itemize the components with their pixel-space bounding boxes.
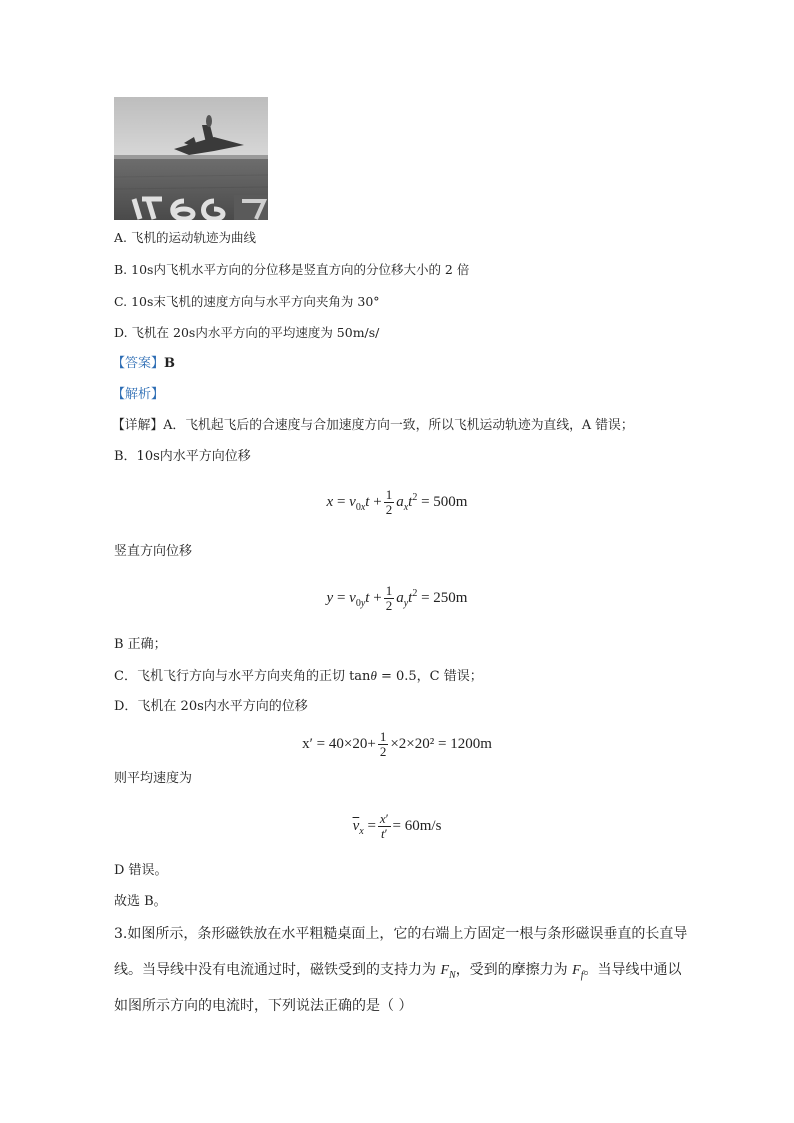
answer-line (112, 355, 175, 373)
question3-line2-post: 。当导线中通以 (583, 962, 682, 978)
option-b: B. 10s内飞机水平方向的分位移是竖直方向的分位移大小的 2 倍 (114, 262, 470, 277)
answer-tag: 【答案】 (112, 356, 165, 371)
question3-line3: 如图所示方向的电流时，下列说法正确的是（ ） (114, 998, 413, 1014)
aircraft-carrier-photo (114, 97, 268, 220)
detail-c-pre: C．飞机飞行方向与水平方向夹角的正切 tan (114, 669, 371, 684)
detail-b-correct: B 正确； (114, 637, 167, 652)
formula-v: $\overline{v}_x$ = $\frac{x'}{t'}$ = 60m/s (352, 811, 442, 841)
analysis-tag: 【解析】 (112, 387, 165, 402)
formula-x: $x = v_{0x}t$ + $\frac{1}{2}$ $a_xt^2 = 500m$ (326, 487, 468, 518)
question3-line2-mid: ，受到的摩擦力为 (455, 962, 568, 978)
detail-a-text: A．飞机起飞后的合速度与合加速度方向一致，所以飞机运动轨迹为直线，A 错误； (163, 418, 634, 433)
detail-d-wrong: D 错误。 (114, 863, 168, 878)
question3-line2-pre: 线。当导线中没有电流通过时，磁铁受到的支持力为 (114, 962, 436, 978)
detail-a-line (112, 417, 634, 435)
detail-tag: 【详解】 (112, 418, 164, 433)
formula-x-result: = 500m (421, 494, 468, 510)
detail-c-post: = 0.5，C 错误； (380, 669, 483, 684)
option-a: A. 飞机的运动轨迹为曲线 (114, 230, 256, 245)
question3-line1: 3.如图所示，条形磁铁放在水平粗糙桌面上，它的右端上方固定一根与条形磁误垂直的长直导 (114, 926, 688, 942)
average-velocity-line: 则平均速度为 (114, 771, 193, 786)
formula-xp-result: ×2×20² = 1200m (390, 735, 492, 752)
support-force-symbol: $F_N$ (440, 963, 456, 981)
option-d: D. 飞机在 20s内水平方向的平均速度为 50m/s/ (114, 325, 380, 340)
formula-y-result: = 250m (421, 590, 468, 606)
vertical-line: 竖直方向位移 (114, 544, 193, 559)
option-c: C. 10s末飞机的速度方向与水平方向夹角为 30° (114, 294, 380, 309)
jet-takeoff-image (114, 97, 268, 220)
answer-value: B (164, 356, 176, 371)
formula-x-prime: x′ = 40×20+ $\frac{1}{2}$ ×2×20² = 1200m (302, 729, 492, 759)
question3-line2 (114, 961, 681, 985)
theta-symbol: θ (370, 668, 377, 683)
detail-b-line: B．10s内水平方向位移 (114, 449, 251, 464)
detail-c-line (114, 667, 483, 686)
choose-line: 故选 B。 (114, 894, 167, 909)
friction-force-symbol: $F_f$ (572, 963, 584, 981)
formula-v-result: = 60m/s (392, 817, 442, 834)
formula-y: $y = v_{0y}t$ + $\frac{1}{2}$ $a_yt^2 = 250m$ (326, 583, 468, 614)
detail-d-line: D．飞机在 20s内水平方向的位移 (114, 699, 308, 714)
formula-xp-lhs: x′ = 40×20+ (302, 735, 376, 752)
